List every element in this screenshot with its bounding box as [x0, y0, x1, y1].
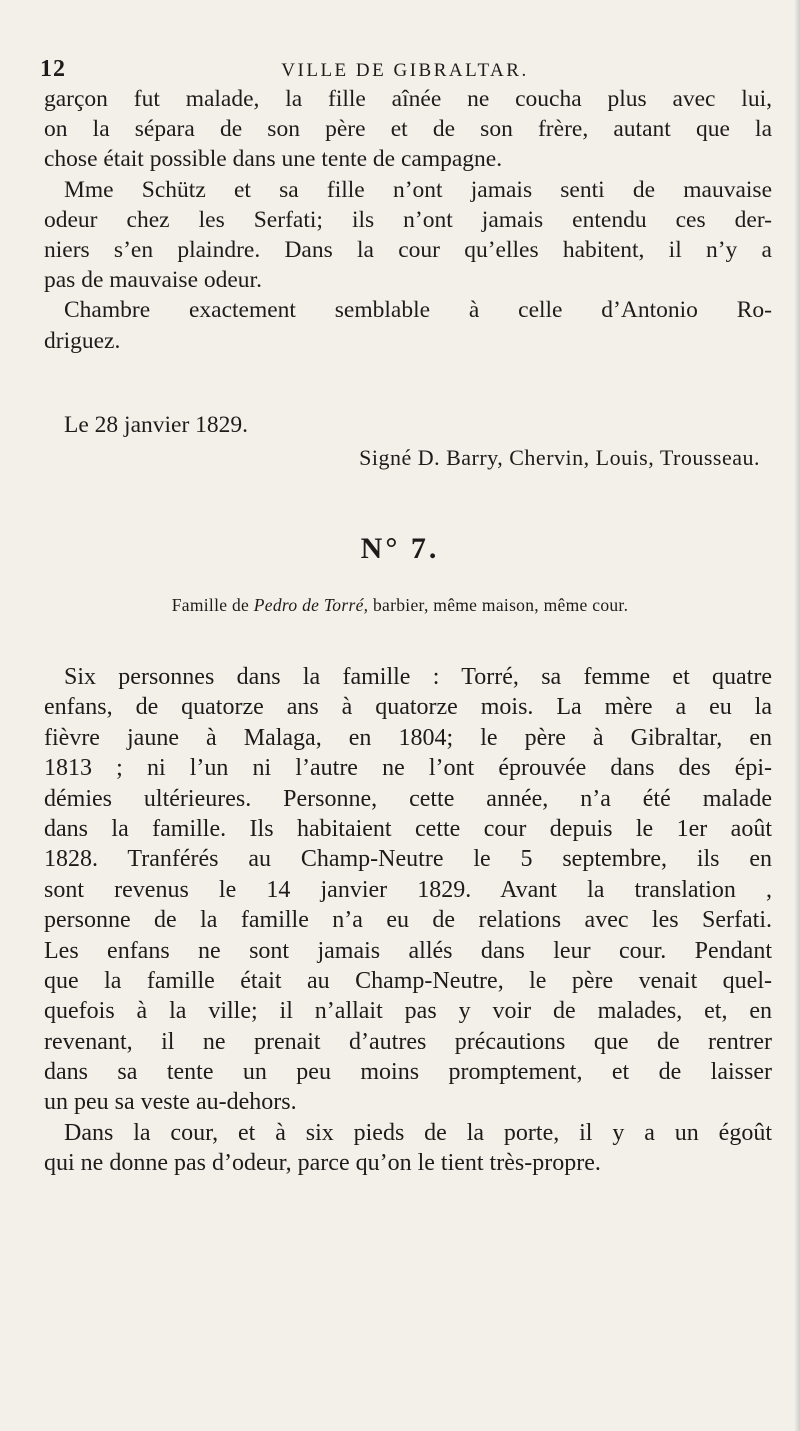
text-line: driguez. — [44, 327, 121, 354]
text-line: chose était possible dans une tente de campagne. — [44, 146, 503, 173]
running-head — [40, 56, 760, 86]
caption-suffix: barbier, même maison, même cour. — [368, 595, 629, 615]
running-title: VILLE DE GIBRALTAR. — [281, 60, 529, 81]
text-line: pas de mauvaise odeur. — [44, 267, 262, 294]
page-number: 12 — [40, 56, 66, 82]
text-line: qui ne donne pas d’odeur, parce qu’on le tient très-propre. — [44, 1150, 601, 1177]
text-line: que la famille était au Champ-Neutre, le père venait quel- — [44, 967, 772, 994]
text-line: 1828. Tranférés au Champ-Neutre le 5 septembre, ils en — [44, 846, 772, 873]
text-line: enfans, de quatorze ans à quatorze mois. La mère a eu la — [44, 694, 772, 721]
text-line: dans la famille. Ils habitaient cette cour depuis le 1er août — [44, 815, 772, 842]
section-number: N° 7. — [360, 532, 440, 565]
text-line: sont revenus le 14 janvier 1829. Avant la translation , — [44, 876, 772, 903]
caption-prefix: Famille de — [171, 595, 254, 615]
text-line: Dans la cour, et à six pieds de la porte, il y a un égoût — [64, 1119, 772, 1146]
text-line: 1813 ; ni l’un ni l’autre ne l’ont éprouvée dans des épi- — [44, 755, 772, 782]
text-line: personne de la famille n’a eu de relations avec les Serfati. — [44, 907, 772, 934]
text-line: Six personnes dans la famille : Torré, sa femme et quatre — [64, 664, 772, 690]
text-line: revenant, il ne prenait d’autres précautions que de rentrer — [44, 1028, 772, 1055]
text-line: Les enfans ne sont jamais allés dans leur cour. Pendant — [44, 937, 772, 964]
text-line: un peu sa veste au-dehors. — [44, 1089, 297, 1116]
text-line: garçon fut malade, la fille aînée ne coucha plus avec lui, — [44, 86, 772, 112]
text-line: niers s’en plaindre. Dans la cour qu’elles habitent, il n’y a — [44, 236, 772, 263]
page-edge-shadow — [794, 0, 800, 1431]
section-caption — [0, 595, 800, 616]
text-block-lower — [44, 662, 772, 1179]
text-block-upper — [44, 84, 772, 356]
text-line: quefois à la ville; il n’allait pas y voir de malades, et, en — [44, 998, 772, 1025]
date-line: Le 28 janvier 1829. — [64, 412, 249, 438]
text-line: dans sa tente un peu moins promptement, et de laisser — [44, 1059, 772, 1086]
text-line: Chambre exactement semblable à celle d’Antonio Ro- — [64, 297, 772, 324]
text-line: Mme Schütz et sa fille n’ont jamais senti de mauvaise — [64, 176, 772, 203]
text-line: odeur chez les Serfati; ils n’ont jamais entendu ces der- — [44, 206, 772, 233]
text-line: démies ultérieures. Personne, cette année, n’a été malade — [44, 785, 772, 812]
caption-name: Pedro de Torré, — [253, 595, 369, 615]
text-line: on la sépara de son père et de son frère, autant que la — [44, 116, 772, 143]
signature-line: Signé D. Barry, Chervin, Louis, Trousseau. — [359, 445, 760, 470]
text-line: fièvre jaune à Malaga, en 1804; le père à Gibraltar, en — [44, 724, 772, 751]
